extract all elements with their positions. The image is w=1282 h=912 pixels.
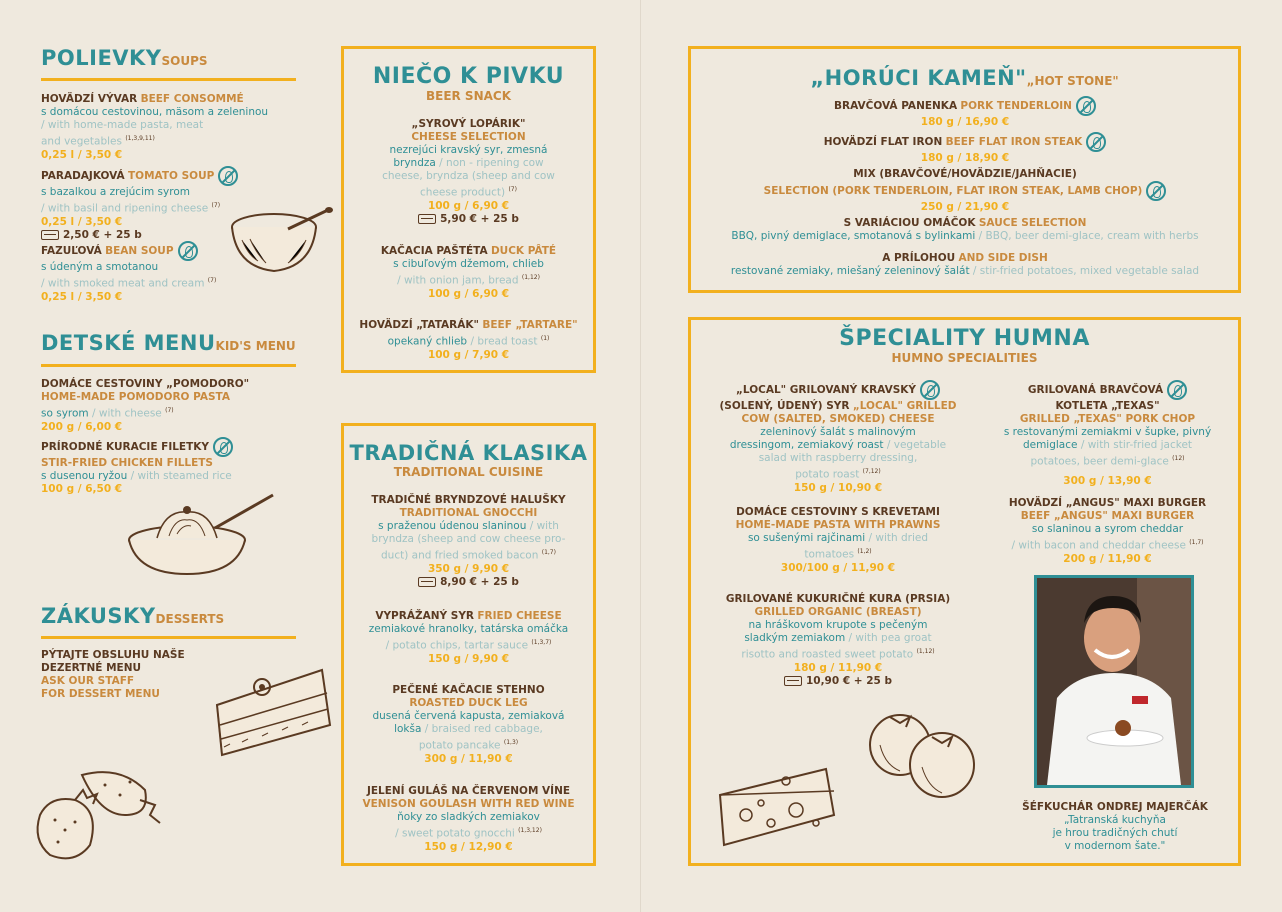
- item-desc-en: / bread toast: [470, 335, 538, 348]
- item-price: 180 g / 11,90 €: [793, 661, 883, 674]
- item-price: 200 g / 11,90 €: [1063, 552, 1152, 565]
- allergens: (7): [207, 277, 217, 284]
- beer-snack-subtitle: BEER SNACK: [425, 89, 512, 103]
- item-desc-en: / with home-made pasta, meat: [41, 119, 204, 131]
- item-name-en: VENISON GOULASH WITH RED WINE: [362, 798, 575, 810]
- item-price: 180 g / 18,90 €: [920, 152, 1010, 164]
- trad-item-4: [351, 785, 586, 854]
- kids-item-2: [41, 437, 301, 496]
- traditional-heading: [341, 441, 596, 479]
- item-name-en: BEEF „TARTARE": [482, 319, 578, 331]
- chef-quote: „Tatranská kuchyňa: [1064, 814, 1166, 826]
- item-desc: zemiakové hranolky, tatárska omáčka: [368, 623, 569, 635]
- traditional-title: TRADIČNÁ KLASIKA: [349, 441, 588, 465]
- gluten-free-icon: [1146, 181, 1166, 201]
- item-name-en: BEEF CONSOMMÉ: [140, 93, 244, 105]
- special-left-2: [698, 506, 978, 575]
- allergens: (1): [540, 335, 550, 342]
- hot-stone-subtitle: „HOT STONE": [1026, 74, 1119, 88]
- item-desc-en: cheese, bryndza (sheep and cow: [382, 170, 555, 182]
- item-desc: demiglace: [1022, 439, 1078, 451]
- dessert-line-en: FOR DESSERT MENU: [41, 688, 160, 700]
- item-desc-en: / with stir-fried jacket: [1080, 439, 1193, 451]
- item-name-en: DUCK PÂTÉ: [490, 245, 557, 257]
- soups-subtitle: SOUPS: [161, 54, 208, 68]
- item-name: HOVÄDZÍ FLAT IRON: [823, 136, 943, 148]
- specials-title: ŠPECIALITY HUMNA: [839, 326, 1090, 351]
- beer-item-1: [351, 118, 586, 226]
- item-desc: sladkým zemiakom: [744, 632, 846, 644]
- item-price: 100 g / 6,50 €: [41, 483, 123, 495]
- item-desc-en: / with smoked meat and cream $^{(7)}$: [41, 277, 217, 290]
- item-desc: s údeným a smotanou: [41, 261, 159, 273]
- item-desc-en: / with dried: [868, 532, 929, 544]
- desserts-rule: [41, 636, 296, 639]
- item-desc-en: bryndza (sheep and cow cheese pro-: [371, 533, 566, 545]
- chef-caption: [990, 801, 1240, 853]
- item-name: VYPRÁŽANÝ SYR: [375, 610, 475, 622]
- allergens: (1,7): [1189, 539, 1204, 546]
- allergens: (12): [1172, 455, 1185, 462]
- lunch-price: 5,90 € + 25 b: [351, 213, 586, 226]
- item-name: „LOCAL" GRILOVANÝ KRAVSKÝ: [735, 384, 916, 396]
- item-price: 100 g / 6,90 €: [427, 287, 510, 300]
- item-name: PRÍRODNÉ KURACIE FILETKY: [41, 441, 210, 453]
- lunch-price: 10,90 € + 25 b: [698, 675, 978, 688]
- item-price: 0,25 l / 3,50 €: [41, 290, 123, 303]
- soup-item-1: [41, 93, 301, 162]
- item-desc-en: / with basil and ripening cheese $^{(7)}$: [41, 202, 221, 215]
- item-name: „SYROVÝ LOPÁRIK": [411, 118, 526, 130]
- item-name: GRILOVANÁ BRAVČOVÁ: [1027, 384, 1164, 396]
- item-price: 300 g / 11,90 €: [424, 752, 513, 765]
- item-name-en: BEAN SOUP: [105, 245, 174, 257]
- special-left-3: [698, 593, 978, 688]
- item-desc: s dusenou ryžou: [41, 470, 128, 482]
- item-desc: zeleninový šalát s malinovým: [760, 426, 916, 438]
- item-name: HOVÄDZÍ „TATARÁK": [359, 319, 479, 331]
- soups-heading: [41, 46, 208, 70]
- cheese-illustration: [716, 765, 841, 850]
- allergens: (7): [211, 202, 221, 209]
- item-price: 150 g / 12,90 €: [424, 840, 513, 853]
- item-desc: bryndza: [393, 157, 436, 169]
- item-name: KAČACIA PAŠTÉTA: [380, 245, 488, 257]
- gluten-free-icon: [1167, 380, 1187, 400]
- item-name-en: GRILLED „TEXAS" PORK CHOP: [1019, 413, 1196, 425]
- sauce-label: S VARIÁCIOU OMÁČOK: [843, 217, 976, 229]
- item-price: 100 g / 7,90 €: [427, 348, 510, 361]
- hot-item-1: [700, 96, 1230, 129]
- item-desc: so slaninou a syrom cheddar: [1031, 523, 1184, 535]
- item-price: 300/100 g / 11,90 €: [780, 561, 896, 574]
- kids-subtitle: KID'S MENU: [215, 339, 296, 353]
- strawberries-illustration: [30, 760, 170, 870]
- allergens: (1,3,9,11): [125, 135, 155, 142]
- item-name-en: BEEF FLAT IRON STEAK: [945, 136, 1083, 148]
- allergens: (1,12): [521, 274, 540, 281]
- item-desc-en: potatoes, beer demi-glace: [1030, 455, 1169, 468]
- item-name: KOTLETA „TEXAS": [1055, 400, 1160, 412]
- lunch-ticket-icon: [418, 214, 436, 224]
- allergens: (1,2): [857, 548, 872, 555]
- kids-title: DETSKÉ MENU: [41, 331, 216, 355]
- allergens: (1,3): [503, 739, 519, 746]
- desserts-text: [41, 649, 241, 701]
- item-desc-en: / braised red cabbage,: [424, 723, 543, 735]
- item-desc-en: / with cheese: [92, 407, 162, 420]
- item-desc: dusená červená kapusta, zemiaková: [372, 710, 565, 722]
- item-name: MIX (BRAVČOVÉ/HOVÄDZIE/JAHŇACIE): [853, 168, 1077, 180]
- item-name: (SOLENÝ, ÚDENÝ) SYR: [719, 400, 850, 412]
- side-label: A PRÍLOHOU: [882, 252, 956, 264]
- item-desc-en: tomatoes: [804, 548, 855, 561]
- hot-item-3: [700, 168, 1230, 214]
- side-label-en: AND SIDE DISH: [958, 252, 1048, 264]
- gluten-free-icon: [920, 380, 940, 400]
- tomatoes-illustration: [860, 705, 985, 800]
- item-name: DOMÁCE CESTOVINY „POMODORO": [41, 378, 250, 390]
- item-desc: s bazalkou a zrejúcim syrom: [41, 186, 190, 198]
- desserts-subtitle: DESSERTS: [155, 612, 225, 626]
- hot-stone-heading: [688, 66, 1241, 90]
- allergens: (7): [508, 186, 517, 193]
- item-name: HOVÄDZÍ VÝVAR: [41, 93, 138, 105]
- beer-snack-heading: [341, 64, 596, 103]
- item-name: BRAVČOVÁ PANENKA: [834, 100, 958, 112]
- item-name-en: „LOCAL" GRILLED: [852, 400, 957, 412]
- item-name: GRILOVANÉ KUKURIČNÉ KURA (PRSIA): [725, 593, 951, 605]
- item-name: FAZUĽOVÁ: [41, 245, 102, 257]
- specials-subtitle: HUMNO SPECIALITIES: [891, 351, 1038, 365]
- lunch-price: 2,50 € + 25 b: [41, 229, 301, 242]
- trad-item-2: [351, 610, 586, 666]
- hot-sides: [700, 252, 1230, 278]
- side-desc-en: / stir-fried potatoes, mixed vegetable salad: [972, 265, 1200, 277]
- item-desc-en: potato pancake: [418, 739, 501, 752]
- gluten-free-icon: [1086, 132, 1106, 152]
- item-name-en: ROASTED DUCK LEG: [409, 697, 528, 709]
- cake-illustration: [212, 665, 334, 765]
- item-desc-en: / with: [529, 520, 559, 532]
- item-name: TRADIČNÉ BRYNDZOVÉ HALUŠKY: [371, 494, 566, 506]
- sauce-label-en: SAUCE SELECTION: [978, 217, 1087, 229]
- dessert-line: PÝTAJTE OBSLUHU NAŠE: [41, 649, 185, 661]
- allergens: (1,3,7): [531, 639, 552, 646]
- sauce-desc-en: / BBQ, beer demi-glace, cream with herbs: [978, 230, 1199, 242]
- item-desc-en: / with onion jam, bread: [397, 274, 519, 287]
- gluten-free-icon: [218, 166, 238, 186]
- item-desc: opekaný chlieb: [387, 335, 468, 348]
- item-price: 0,25 l / 3,50 €: [41, 215, 123, 228]
- desserts-heading: [41, 604, 224, 628]
- item-name: HOVÄDZÍ „ANGUS" MAXI BURGER: [1008, 497, 1207, 509]
- item-desc-en: / sweet potato gnocchi: [395, 827, 515, 840]
- beer-snack-title: NIEČO K PIVKU: [372, 64, 565, 89]
- item-desc-en: potato roast: [795, 468, 860, 481]
- trad-item-1: [351, 494, 586, 589]
- special-right-1: [985, 380, 1230, 488]
- chef-photo: [1034, 575, 1194, 788]
- item-desc-en: / with steamed rice: [130, 470, 232, 482]
- item-price: 150 g / 9,90 €: [427, 652, 510, 665]
- pasta-bowl-illustration: [125, 490, 280, 580]
- item-price: 300 g / 13,90 €: [1063, 474, 1152, 487]
- item-desc-en: / with bacon and cheddar cheese: [1011, 539, 1186, 552]
- item-name-en: COW (SALTED, SMOKED) CHEESE: [741, 413, 935, 425]
- hot-sauces: [700, 217, 1230, 243]
- page-fold: [640, 0, 641, 912]
- item-desc-en: risotto and roasted sweet potato: [741, 648, 914, 661]
- item-desc: s praženou údenou slaninou: [378, 520, 527, 532]
- item-name-en: CHEESE SELECTION: [411, 131, 526, 143]
- side-desc: restované zemiaky, miešaný zeleninový šalát: [730, 265, 970, 277]
- item-name-en: FRIED CHEESE: [477, 610, 562, 622]
- hot-stone-title: „HORÚCI KAMEŇ": [810, 66, 1027, 90]
- chef-quote: v modernom šate.": [1064, 840, 1166, 852]
- trad-item-3: [351, 684, 586, 766]
- item-desc: dressingom, zemiakový roast: [729, 439, 884, 451]
- item-name-en: HOME-MADE PASTA WITH PRAWNS: [735, 519, 941, 531]
- allergens: (7,12): [862, 468, 881, 475]
- allergens: (1,7): [541, 549, 556, 556]
- item-price: 0,25 l / 3,50 €: [41, 148, 123, 161]
- item-desc-en2: and vegetables $^{(1,3,9,11)}$: [41, 135, 155, 148]
- lunch-ticket-icon: [784, 676, 802, 686]
- item-price: 200 g / 6,00 €: [41, 420, 123, 433]
- dessert-line-en: ASK OUR STAFF: [41, 675, 135, 687]
- item-name: PEČENÉ KAČACIE STEHNO: [392, 684, 545, 696]
- item-desc-en: / with pea groat: [848, 632, 932, 644]
- beer-item-2: [351, 245, 586, 301]
- item-name: PARADAJKOVÁ: [41, 170, 125, 182]
- soup-bowl-illustration: [228, 205, 333, 280]
- kids-heading: [41, 331, 296, 355]
- item-name-en: TRADITIONAL GNOCCHI: [399, 507, 538, 519]
- item-desc-en: / non - ripening cow: [439, 157, 544, 169]
- item-desc: na hráškovom krupote s pečeným: [748, 619, 928, 631]
- item-name-en: TOMATO SOUP: [128, 170, 215, 182]
- item-desc: so syrom: [41, 407, 89, 420]
- item-price: 350 g / 9,90 €: [427, 562, 510, 575]
- item-name: DOMÁCE CESTOVINY S KREVETAMI: [736, 506, 940, 518]
- chef-quote: je hrou tradičných chutí: [1052, 827, 1178, 839]
- item-desc-en: duct) and fried smoked bacon: [381, 549, 539, 562]
- allergens: (1,12): [916, 648, 935, 655]
- item-price: 150 g / 10,90 €: [793, 481, 883, 494]
- dessert-line: DEZERTNÉ MENU: [41, 662, 142, 674]
- beer-item-3: [351, 319, 586, 362]
- item-desc: so sušenými rajčinami: [747, 532, 866, 544]
- soups-title: POLIEVKY: [41, 46, 162, 70]
- item-desc: ňoky zo sladkých zemiakov: [397, 811, 540, 823]
- item-price: 250 g / 21,90 €: [920, 201, 1010, 213]
- sauce-desc: BBQ, pivný demiglace, smotanová s bylinkami: [731, 230, 976, 242]
- item-price: 100 g / 6,90 €: [427, 199, 510, 212]
- gluten-free-icon: [1076, 96, 1096, 116]
- kids-rule: [41, 364, 296, 367]
- item-name: JELENÍ GULÁŠ NA ČERVENOM VÍNE: [366, 785, 571, 797]
- item-desc: s domácou cestovinou, mäsom a zeleninou: [41, 106, 269, 118]
- kids-item-1: [41, 378, 301, 434]
- soups-rule: [41, 78, 296, 81]
- item-desc: nezrejúci kravský syr, zmesná: [389, 144, 548, 156]
- lunch-ticket-icon: [41, 230, 59, 240]
- item-desc: s restovanými zemiakmi v šupke, pivný: [1003, 426, 1212, 438]
- item-desc: lokša: [394, 723, 422, 735]
- item-desc: s cibuľovým džemom, chlieb: [393, 258, 544, 270]
- desserts-title: ZÁKUSKY: [41, 604, 156, 628]
- gluten-free-icon: [213, 437, 233, 457]
- item-price: 180 g / 16,90 €: [920, 116, 1010, 128]
- gluten-free-icon: [178, 241, 198, 261]
- chef-figure: [1037, 578, 1191, 785]
- hot-item-2: [700, 132, 1230, 165]
- item-desc-en: salad with raspberry dressing,: [758, 452, 918, 464]
- special-right-2: [985, 497, 1230, 566]
- special-left-1: [698, 380, 978, 495]
- item-name-en: HOME-MADE POMODORO PASTA: [41, 391, 231, 403]
- item-name-en: GRILLED ORGANIC (BREAST): [754, 606, 922, 618]
- item-name-en: PORK TENDERLOIN: [960, 100, 1072, 112]
- item-desc-en: / vegetable: [886, 439, 947, 451]
- traditional-subtitle: TRADITIONAL CUISINE: [393, 465, 544, 479]
- item-name-en: BEEF „ANGUS" MAXI BURGER: [1020, 510, 1195, 522]
- allergens: (1,3,12): [518, 827, 542, 834]
- lunch-price: 8,90 € + 25 b: [351, 576, 586, 589]
- item-name-en: SELECTION (PORK TENDERLOIN, FLAT IRON STEAK, LAMB CHOP): [763, 185, 1143, 197]
- item-desc-en: / potato chips, tartar sauce: [385, 639, 529, 652]
- item-desc-en: cheese product): [420, 186, 506, 199]
- lunch-ticket-icon: [418, 577, 436, 587]
- item-name-en: STIR-FRIED CHICKEN FILLETS: [41, 457, 213, 469]
- allergens: (7): [165, 407, 174, 414]
- chef-name: ŠÉFKUCHÁR ONDREJ MAJERČÁK: [1022, 801, 1208, 813]
- specials-heading: [688, 326, 1241, 365]
